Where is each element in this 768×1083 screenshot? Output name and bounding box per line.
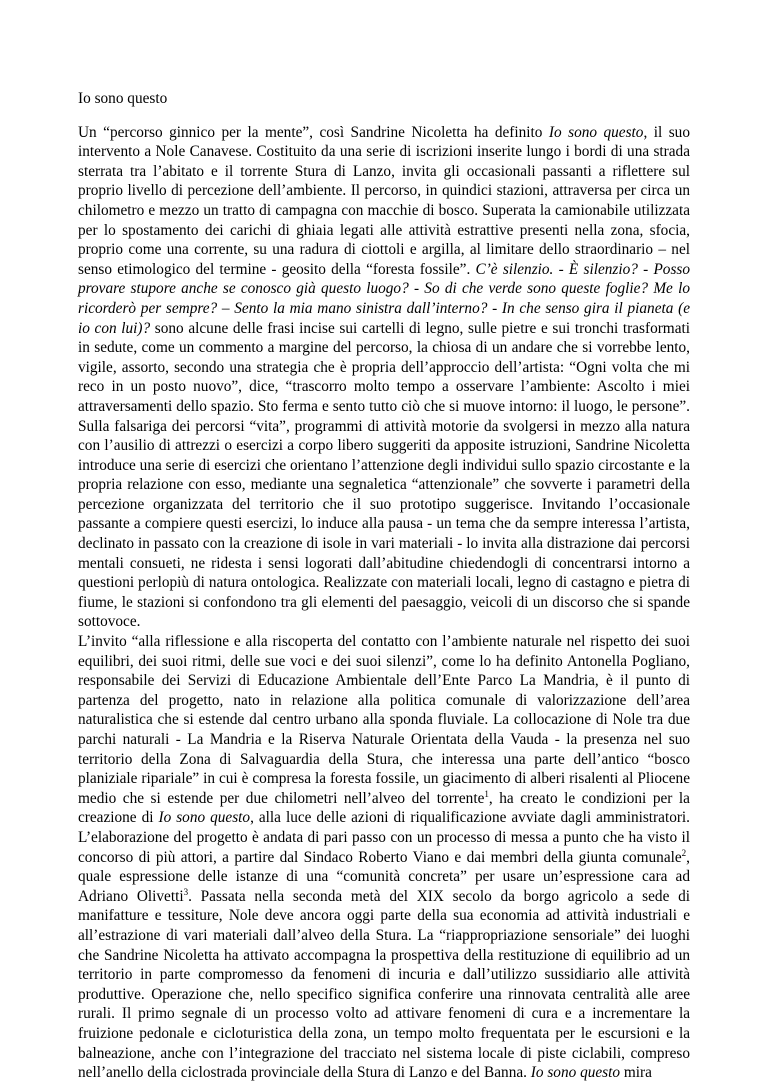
paragraph (78, 632, 690, 1083)
document-title: Io sono questo (78, 90, 168, 107)
text-run: , alla luce delle azioni di riqualificazione avviate dagli amministratori. L’elaborazione del progetto è andata di pari passo con un processo di messa a punto che ha visto il concorso di più attori, a partire dal Sindaco Roberto Viano e dai membri della giunta comunale (78, 809, 691, 866)
footnote-ref: 3 (183, 886, 189, 897)
text-run: Un “percorso ginnico per la mente”, così Sandrine Nicoletta ha definito (78, 123, 549, 141)
text-run: mira (620, 1064, 652, 1082)
document-page (78, 89, 690, 1083)
italic-text: Io sono questo (530, 1064, 621, 1082)
footnote-ref: 2 (681, 847, 687, 858)
footnote-ref: 1 (484, 788, 489, 799)
text-run: , il suo intervento a Nole Canavese. Costituito da una serie di iscrizioni inserite lungo i bordi di una strada sterrata tra l’abitato e il torrente Stura di Lanzo, invita gli occasionali passanti a riflettere sul proprio livello di percezione dell’ambiente. Il percorso, in quindici stazioni, attraversa per circa un chilometro e mezzo un tratto di campagna con macchie di bosco. Superata la camionabile utilizzata per lo spostamento dei carichi di ghiaia legati alle attività estrattive presenti nella zona, sfocia, proprio come una corrente, su una radura di ciottoli e argilla, al limitare dello straordinario – nel senso etimologico del termine - geosito della “foresta fossile”. (78, 123, 690, 278)
text-run: . Passata nella seconda metà del XIX secolo da borgo agricolo a sede di manifatture e tessiture, Nole deve ancora oggi parte della sua economia ad attività industriali e all’estrazione di vari materiali dall’alveo della Stura. La “riappropriazione sensoriale” dei luoghi che Sandrine Nicoletta ha attivato accompagna la prospettiva della restituzione di equilibrio ad un territorio in parte compromesso da fenomeni di incuria e dall’utilizzo sussidiario alle attività produttive. Operazione che, nello specifico significa conferire una rinnovata centralità alle aree rurali. Il primo segnale di un processo volto ad attivare fenomeni di cura e a incrementare la fruizione pedonale e cicloturistica della zona, un tempo molto frequentata per le escursioni e la balneazione, anche con l’integrazione del tracciato nel sistema locale di piste ciclabili, compreso nell’anello della ciclostrada provinciale della Stura di Lanzo e del Banna. (78, 887, 690, 1082)
italic-text: Io sono questo (548, 123, 644, 141)
paragraph (78, 123, 690, 632)
italic-text: Io sono questo (158, 809, 251, 827)
text-run: , quale espressione delle istanze di una “comunità concreta” per usare un’espressione cara ad Adriano Olivetti (78, 848, 690, 905)
text-run: L’invito “alla riflessione e alla riscoperta del contatto con l’ambiente naturale nel rispetto dei suoi equilibri, dei suoi ritmi, delle sue voci e dei suoi silenzi”, come lo ha definito Antonella Pogliano, responsabile dei Servizi di Educazione Ambientale dell’Ente Parco La Mandria, è il punto di partenza del progetto, nato in relazione alla politica comunale di valorizzazione dell’area naturalistica che si estende dal centro urbano alla sponda fluviale. La collocazione di Nole tra due parchi naturali - La Mandria e la Riserva Naturale Orientata della Vauda - la presenza nel suo territorio della Zona di Salvaguardia della Stura, che interessa una parte dell’antico “bosco planiziale ripariale” in cui è compresa la foresta fossile, un giacimento di alberi risalenti al Pliocene medio che si estende per due chilometri nell’alveo del torrente (78, 633, 690, 807)
text-run: , ha creato le condizioni per la creazione di (78, 789, 690, 827)
text-run: sono alcune delle frasi incise sui cartelli di legno, sulle pietre e sui tronchi trasformati in sedute, come un commento a margine del percorso, la chiosa di un andare che si vorrebbe lento, vigile, assorto, secondo una strategia che è propria dell’approccio dell’artista: “Ogni volta che mi reco in un posto nuovo”, dice, “trascorro molto tempo a osservare l’ambiente: Ascolto i miei attraversamenti dello spazio. Sto ferma e sento tutto ciò che si muove intorno: il luogo, le persone”. Sulla falsariga dei percorsi “vita”, programmi di attività motorie da svolgersi in mezzo alla natura con l’ausilio di attrezzi o esercizi a corpo libero suggeriti da apposite istruzioni, Sandrine Nicoletta introduce una serie di esercizi che orientano l’attenzione degli individui sullo spazio circostante e la propria relazione con esso, mediante una segnaletica “attenzionale” che sovverte i parametri della percezione organizzata del territorio che il suo prototipo suggerisce. Invitando l’occasionale passante a compiere questi esercizi, lo induce alla pausa - un tema che da sempre interessa l’artista, declinato in passato con la creazione di isole in vari materiali - lo invita alla distrazione dai percorsi mentali consueti, ne ridesta i sensi logorati dall’abitudine chiedendogli di concentrarsi intorno a questioni perlopiù di natura ontologica. Realizzate con materiali locali, legno di castagno e pietra di fiume, le stazioni si confondono tra gli elementi del paesaggio, veicoli di un discorso che si spande sottovoce. (78, 319, 690, 631)
italic-text: C’è silenzio. - È silenzio? - Posso provare stupore anche se conosco già questo luogo? - So di che verde sono queste foglie? Me lo ricorderò per sempre? – Sento la mia mano sinistra dall’interno? - In che senso gira il pianeta (e io con lui)? (78, 260, 690, 337)
